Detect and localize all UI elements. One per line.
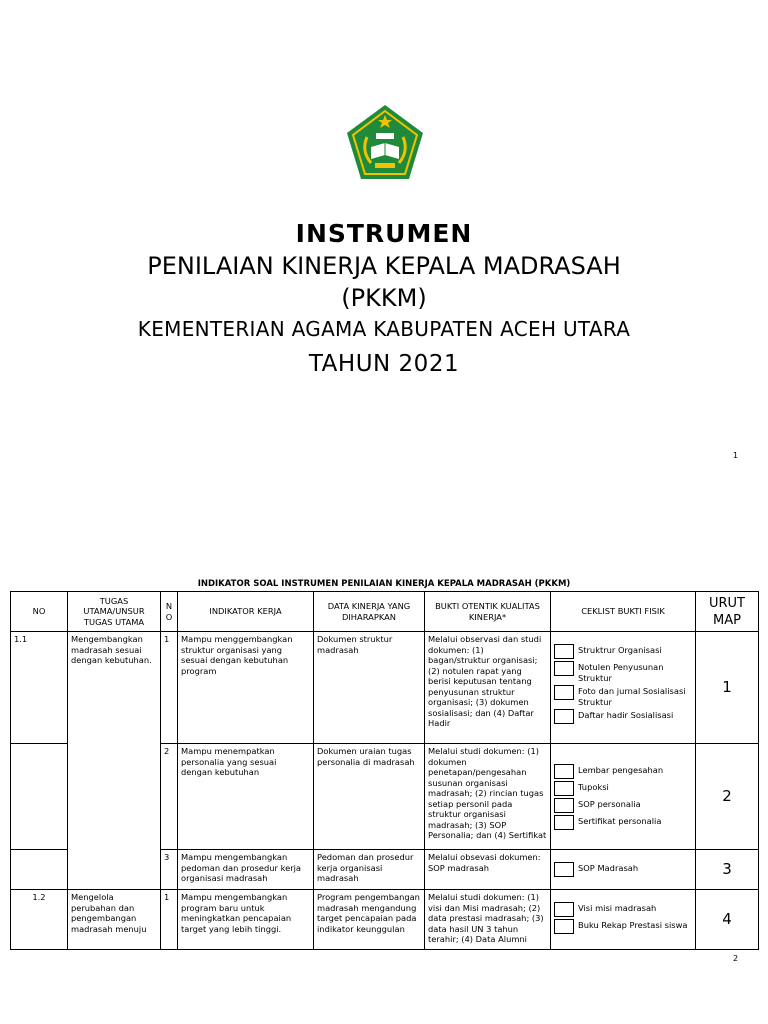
checkbox[interactable] <box>554 798 574 813</box>
table-row <box>11 890 759 950</box>
kemenag-logo-icon <box>345 103 425 181</box>
header-bukti: BUKTI OTENTIK KUALITAS KINERJA* <box>425 592 551 632</box>
header-ceklist: CEKLIST BUKTI FISIK <box>551 592 696 632</box>
row-urut: 4 <box>696 890 759 950</box>
page-number: 2 <box>733 954 739 963</box>
row-indikator: Mampu menggembangkan struktur organisasi yang sesuai dengan kebutuhan program <box>178 632 314 744</box>
checklist-item: Foto dan jurnal Sosialisasi Struktur <box>554 685 692 707</box>
row-no <box>11 850 68 890</box>
cover-acronym: (PKKM) <box>341 284 427 312</box>
header-indikator: INDIKATOR KERJA <box>178 592 314 632</box>
table-row <box>11 632 759 744</box>
checkbox[interactable] <box>554 709 574 724</box>
row-bukti: Melalui studi dokumen: (1) dokumen penetapan/pengesahan susunan organisasi madrasah; (2) rincian tugas setiap personil pada struktur organisasi madrasah; (3) SOP Personalia; dan (4) Sertifikat <box>425 744 551 850</box>
row-ceklist <box>551 632 696 744</box>
cover-title: INSTRUMEN <box>295 219 473 248</box>
checklist-item: Struktrur Organisasi <box>554 644 692 659</box>
row-indikator: Mampu mengembangkan program baru untuk meningkatkan pencapaian target yang lebih tinggi. <box>178 890 314 950</box>
checkbox[interactable] <box>554 661 574 676</box>
cover-year: TAHUN 2021 <box>308 351 460 377</box>
table-title: INDIKATOR SOAL INSTRUMEN PENILAIAN KINERJA KEPALA MADRASAH (PKKM) <box>197 579 571 589</box>
checkbox[interactable] <box>554 919 574 934</box>
row-bukti: Melalui observasi dan studi dokumen: (1) bagan/struktur organisasi; (2) notulen rapat yang berisi keputusan tentang penyusunan struktur organisasi; (3) dokumen sosialisasi; dan (4) Daftar Hadir <box>425 632 551 744</box>
header-urut: URUT MAP <box>696 592 759 632</box>
row-ceklist <box>551 850 696 890</box>
header-tugas: TUGAS UTAMA/UNSUR TUGAS UTAMA <box>68 592 161 632</box>
row-data: Program pengembangan madrasah mengandung target pencapaian pada indikator keunggulan <box>314 890 425 950</box>
row-n: 3 <box>161 850 178 890</box>
row-urut: 2 <box>696 744 759 850</box>
checkbox[interactable] <box>554 644 574 659</box>
row-tugas: Mengelola perubahan dan pengembangan madrasah menuju <box>68 890 161 950</box>
row-n: 1 <box>161 632 178 744</box>
row-indikator: Mampu mengembangkan pedoman dan prosedur kerja organisasi madrasah <box>178 850 314 890</box>
cover-title-block <box>0 218 768 384</box>
checkbox[interactable] <box>554 862 574 877</box>
cover-page <box>0 0 768 470</box>
checklist-item: Buku Rekap Prestasi siswa <box>554 919 692 934</box>
header-data: DATA KINERJA YANG DIHARAPKAN <box>314 592 425 632</box>
checklist-item: SOP Madrasah <box>554 862 692 877</box>
cover-subtitle: PENILAIAN KINERJA KEPALA MADRASAH <box>147 252 621 280</box>
row-bukti: Melalui studi dokumen: (1) visi dan Misi madrasah; (2) data prestasi madrasah; (3) data hasil UN 3 tahun terahir; (4) Data Alumni <box>425 890 551 950</box>
checkbox[interactable] <box>554 781 574 796</box>
row-urut: 1 <box>696 632 759 744</box>
header-no: NO <box>11 592 68 632</box>
row-no: 1.2 <box>11 890 68 950</box>
checklist-item: Daftar hadir Sosialisasi <box>554 709 692 724</box>
checklist-item: Notulen Penyusunan Struktur <box>554 661 692 683</box>
row-no: 1.1 <box>11 632 68 744</box>
row-data: Dokumen struktur madrasah <box>314 632 425 744</box>
checklist-item: SOP personalia <box>554 798 692 813</box>
row-data: Dokumen uraian tugas personalia di madrasah <box>314 744 425 850</box>
row-bukti: Melalui obsevasi dokumen: SOP madrasah <box>425 850 551 890</box>
header-n: N O <box>161 592 178 632</box>
checkbox[interactable] <box>554 685 574 700</box>
indicator-table <box>10 591 759 950</box>
checkbox[interactable] <box>554 815 574 830</box>
checkbox[interactable] <box>554 764 574 779</box>
table-header-row <box>11 592 759 632</box>
checklist-item: Tupoksi <box>554 781 692 796</box>
page-number: 1 <box>733 451 739 460</box>
checklist-item: Lembar pengesahan <box>554 764 692 779</box>
row-ceklist <box>551 890 696 950</box>
row-no <box>11 744 68 850</box>
row-indikator: Mampu menempatkan personalia yang sesuai dengan kebutuhan <box>178 744 314 850</box>
row-n: 2 <box>161 744 178 850</box>
checkbox[interactable] <box>554 902 574 917</box>
checklist-item: Visi misi madrasah <box>554 902 692 917</box>
row-n: 1 <box>161 890 178 950</box>
row-urut: 3 <box>696 850 759 890</box>
cover-institution: KEMENTERIAN AGAMA KABUPATEN ACEH UTARA <box>137 317 631 341</box>
row-tugas: Mengembangkan madrasah sesuai dengan kebutuhan. <box>68 632 161 890</box>
checklist-item: Sertifikat personalia <box>554 815 692 830</box>
row-data: Pedoman dan prosedur kerja organisasi madrasah <box>314 850 425 890</box>
row-ceklist <box>551 744 696 850</box>
